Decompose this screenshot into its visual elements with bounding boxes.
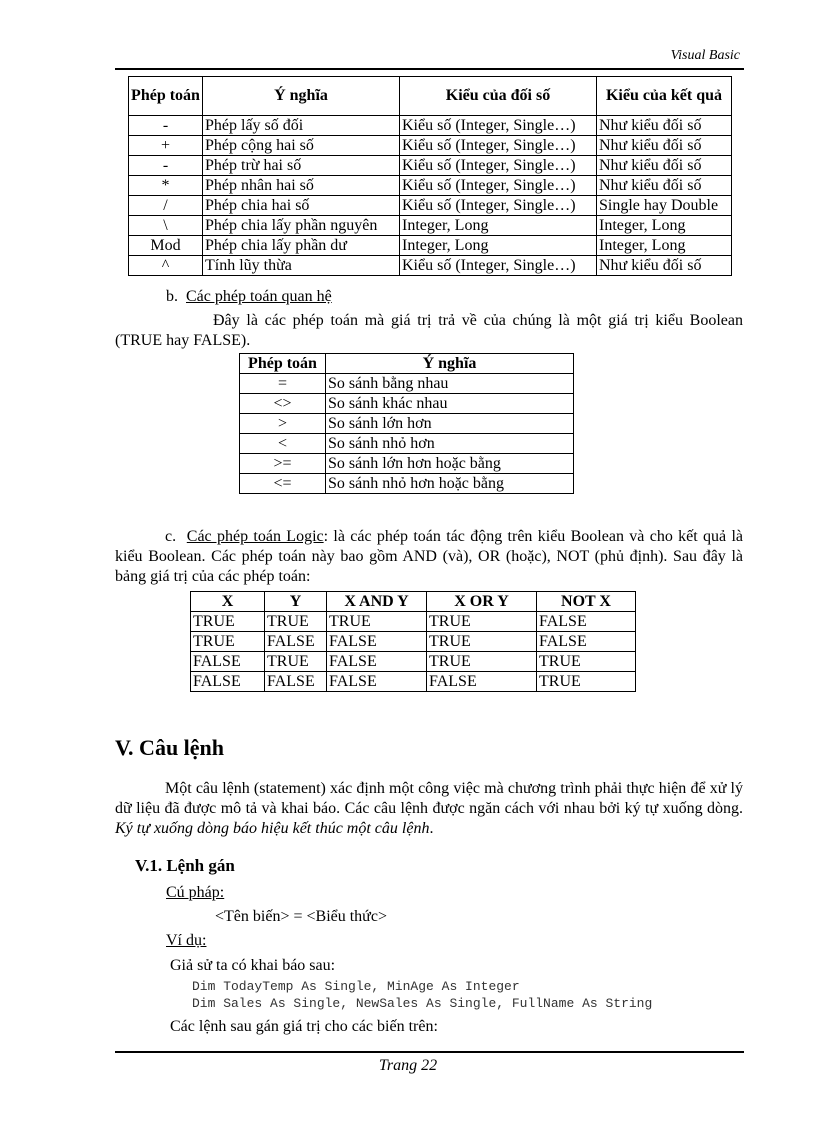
- footer-rule: [115, 1051, 744, 1053]
- section-c-text: : là các phép toán tác động trên kiểu Boolean và cho kết quả là kiểu Boolean. Các phép toán này bao gồm AND (và), OR (hoặc), NOT (phủ định). Sau đây là bảng giá trị của các phép toán:: [115, 528, 744, 585]
- section-b-title: Các phép toán quan hệ: [186, 288, 332, 305]
- section-b-heading: [166, 287, 332, 307]
- table-cell: FALSE: [537, 612, 636, 632]
- header-title: Visual Basic: [670, 48, 740, 63]
- table-row: [129, 136, 732, 156]
- column-header: X AND Y: [327, 592, 427, 612]
- table-cell: FALSE: [327, 672, 427, 692]
- table-row: [191, 632, 636, 652]
- table-row: [129, 116, 732, 136]
- table-cell: Kiểu số (Integer, Single…): [400, 116, 597, 136]
- table-row: [240, 374, 574, 394]
- column-header: Y: [265, 592, 327, 612]
- table-cell: >=: [240, 454, 326, 474]
- table-cell: Integer, Long: [597, 236, 732, 256]
- table-row: [129, 196, 732, 216]
- section-c-paragraph: [115, 527, 743, 587]
- table-row: [191, 672, 636, 692]
- table-header-row: [191, 592, 636, 612]
- table-row: [129, 256, 732, 276]
- section-v-paragraph: [115, 779, 743, 839]
- table-cell: Kiểu số (Integer, Single…): [400, 176, 597, 196]
- table-cell: Mod: [129, 236, 203, 256]
- table-cell: So sánh lớn hơn: [326, 414, 574, 434]
- table-cell: TRUE: [265, 612, 327, 632]
- table-cell: TRUE: [265, 652, 327, 672]
- table-cell: Integer, Long: [400, 216, 597, 236]
- table-cell: Integer, Long: [597, 216, 732, 236]
- syntax-text: <Tên biến> = <Biểu thức>: [215, 908, 387, 925]
- table-cell: <: [240, 434, 326, 454]
- table-row: [240, 474, 574, 494]
- table-header-row: [129, 77, 732, 116]
- table-cell: -: [129, 116, 203, 136]
- table-cell: TRUE: [191, 612, 265, 632]
- table-cell: Tính lũy thừa: [203, 256, 400, 276]
- arithmetic-operators-table: [128, 76, 732, 276]
- table-row: [129, 216, 732, 236]
- column-header: X: [191, 592, 265, 612]
- table-cell: Phép trừ hai số: [203, 156, 400, 176]
- section-v-italic: Ký tự xuống dòng báo hiệu kết thúc một câu lệnh: [115, 820, 430, 837]
- table-cell: Phép chia lấy phần nguyên: [203, 216, 400, 236]
- column-header: Kiểu của đối số: [400, 77, 597, 116]
- column-header: NOT X: [537, 592, 636, 612]
- table-cell: ^: [129, 256, 203, 276]
- table-row: [240, 454, 574, 474]
- table-cell: FALSE: [191, 652, 265, 672]
- column-header: X OR Y: [427, 592, 537, 612]
- table-cell: Phép cộng hai số: [203, 136, 400, 156]
- table-cell: TRUE: [537, 672, 636, 692]
- column-header: Ý nghĩa: [326, 354, 574, 374]
- table-cell: Phép chia lấy phần dư: [203, 236, 400, 256]
- table-row: [129, 156, 732, 176]
- table-row: [240, 414, 574, 434]
- table-cell: Single hay Double: [597, 196, 732, 216]
- page-number: Trang 22: [378, 1057, 438, 1074]
- table-cell: -: [129, 156, 203, 176]
- table-cell: FALSE: [327, 632, 427, 652]
- table-cell: FALSE: [191, 672, 265, 692]
- table-cell: TRUE: [427, 612, 537, 632]
- table-cell: <=: [240, 474, 326, 494]
- table-cell: TRUE: [427, 652, 537, 672]
- table-cell: FALSE: [427, 672, 537, 692]
- table-cell: >: [240, 414, 326, 434]
- section-v-end: .: [429, 820, 434, 837]
- code-line: Dim Sales As Single, NewSales As Single, FullName As String: [192, 996, 653, 1011]
- table-cell: So sánh lớn hơn hoặc bằng: [326, 454, 574, 474]
- table-row: [240, 434, 574, 454]
- section-b-text: Đây là các phép toán mà giá trị trả về của chúng là một giá trị kiểu Boolean (TRUE hay FALSE).: [115, 312, 743, 349]
- table-cell: =: [240, 374, 326, 394]
- table-cell: \: [129, 216, 203, 236]
- table-cell: Kiểu số (Integer, Single…): [400, 156, 597, 176]
- table-cell: FALSE: [537, 632, 636, 652]
- table-cell: FALSE: [265, 672, 327, 692]
- table-cell: <>: [240, 394, 326, 414]
- table-cell: /: [129, 196, 203, 216]
- section-c-marker: c.: [165, 528, 177, 545]
- table-row: [129, 236, 732, 256]
- after-code-text: Các lệnh sau gán giá trị cho các biến trên:: [170, 1018, 438, 1035]
- table-cell: Phép lấy số đối: [203, 116, 400, 136]
- relational-operators-table: [239, 353, 574, 494]
- table-cell: Phép chia hai số: [203, 196, 400, 216]
- table-cell: Như kiểu đối số: [597, 256, 732, 276]
- table-cell: Như kiểu đối số: [597, 176, 732, 196]
- table-cell: TRUE: [537, 652, 636, 672]
- code-line: Dim TodayTemp As Single, MinAge As Integer: [192, 979, 520, 994]
- table-row: [191, 612, 636, 632]
- syntax-label: Cú pháp:: [166, 884, 225, 901]
- table-cell: So sánh khác nhau: [326, 394, 574, 414]
- table-cell: Như kiểu đối số: [597, 136, 732, 156]
- table-cell: So sánh nhỏ hơn hoặc bằng: [326, 474, 574, 494]
- section-v-text: Một câu lệnh (statement) xác định một công việc mà chương trình phải thực hiện để xử lý dữ liệu đã được mô tả và khai báo. Các câu lệnh được ngăn cách với nhau bởi ký tự xuống dòng.: [115, 780, 743, 817]
- column-header: Ý nghĩa: [203, 77, 400, 116]
- section-v1-heading: V.1. Lệnh gán: [135, 856, 235, 875]
- table-cell: TRUE: [327, 612, 427, 632]
- table-cell: *: [129, 176, 203, 196]
- header-rule: [115, 68, 744, 70]
- table-row: [240, 394, 574, 414]
- table-cell: Phép nhân hai số: [203, 176, 400, 196]
- section-b-marker: b.: [166, 288, 178, 305]
- table-header-row: [240, 354, 574, 374]
- table-cell: FALSE: [327, 652, 427, 672]
- table-cell: Như kiểu đối số: [597, 116, 732, 136]
- table-cell: +: [129, 136, 203, 156]
- table-row: [191, 652, 636, 672]
- example-intro: Giả sử ta có khai báo sau:: [170, 957, 336, 974]
- table-cell: Kiểu số (Integer, Single…): [400, 196, 597, 216]
- column-header: Kiểu của kết quả: [597, 77, 732, 116]
- example-label: Ví dụ:: [166, 932, 207, 949]
- table-cell: Kiểu số (Integer, Single…): [400, 136, 597, 156]
- table-cell: So sánh nhỏ hơn: [326, 434, 574, 454]
- table-cell: Integer, Long: [400, 236, 597, 256]
- column-header: Phép toán: [240, 354, 326, 374]
- table-cell: Kiểu số (Integer, Single…): [400, 256, 597, 276]
- section-v-heading: V. Câu lệnh: [115, 735, 225, 760]
- truth-table: [190, 591, 636, 692]
- table-cell: FALSE: [265, 632, 327, 652]
- table-cell: So sánh bằng nhau: [326, 374, 574, 394]
- table-cell: TRUE: [191, 632, 265, 652]
- table-cell: TRUE: [427, 632, 537, 652]
- column-header: Phép toán: [129, 77, 203, 116]
- section-c-title: Các phép toán Logic: [186, 528, 324, 545]
- table-cell: Như kiểu đối số: [597, 156, 732, 176]
- table-row: [129, 176, 732, 196]
